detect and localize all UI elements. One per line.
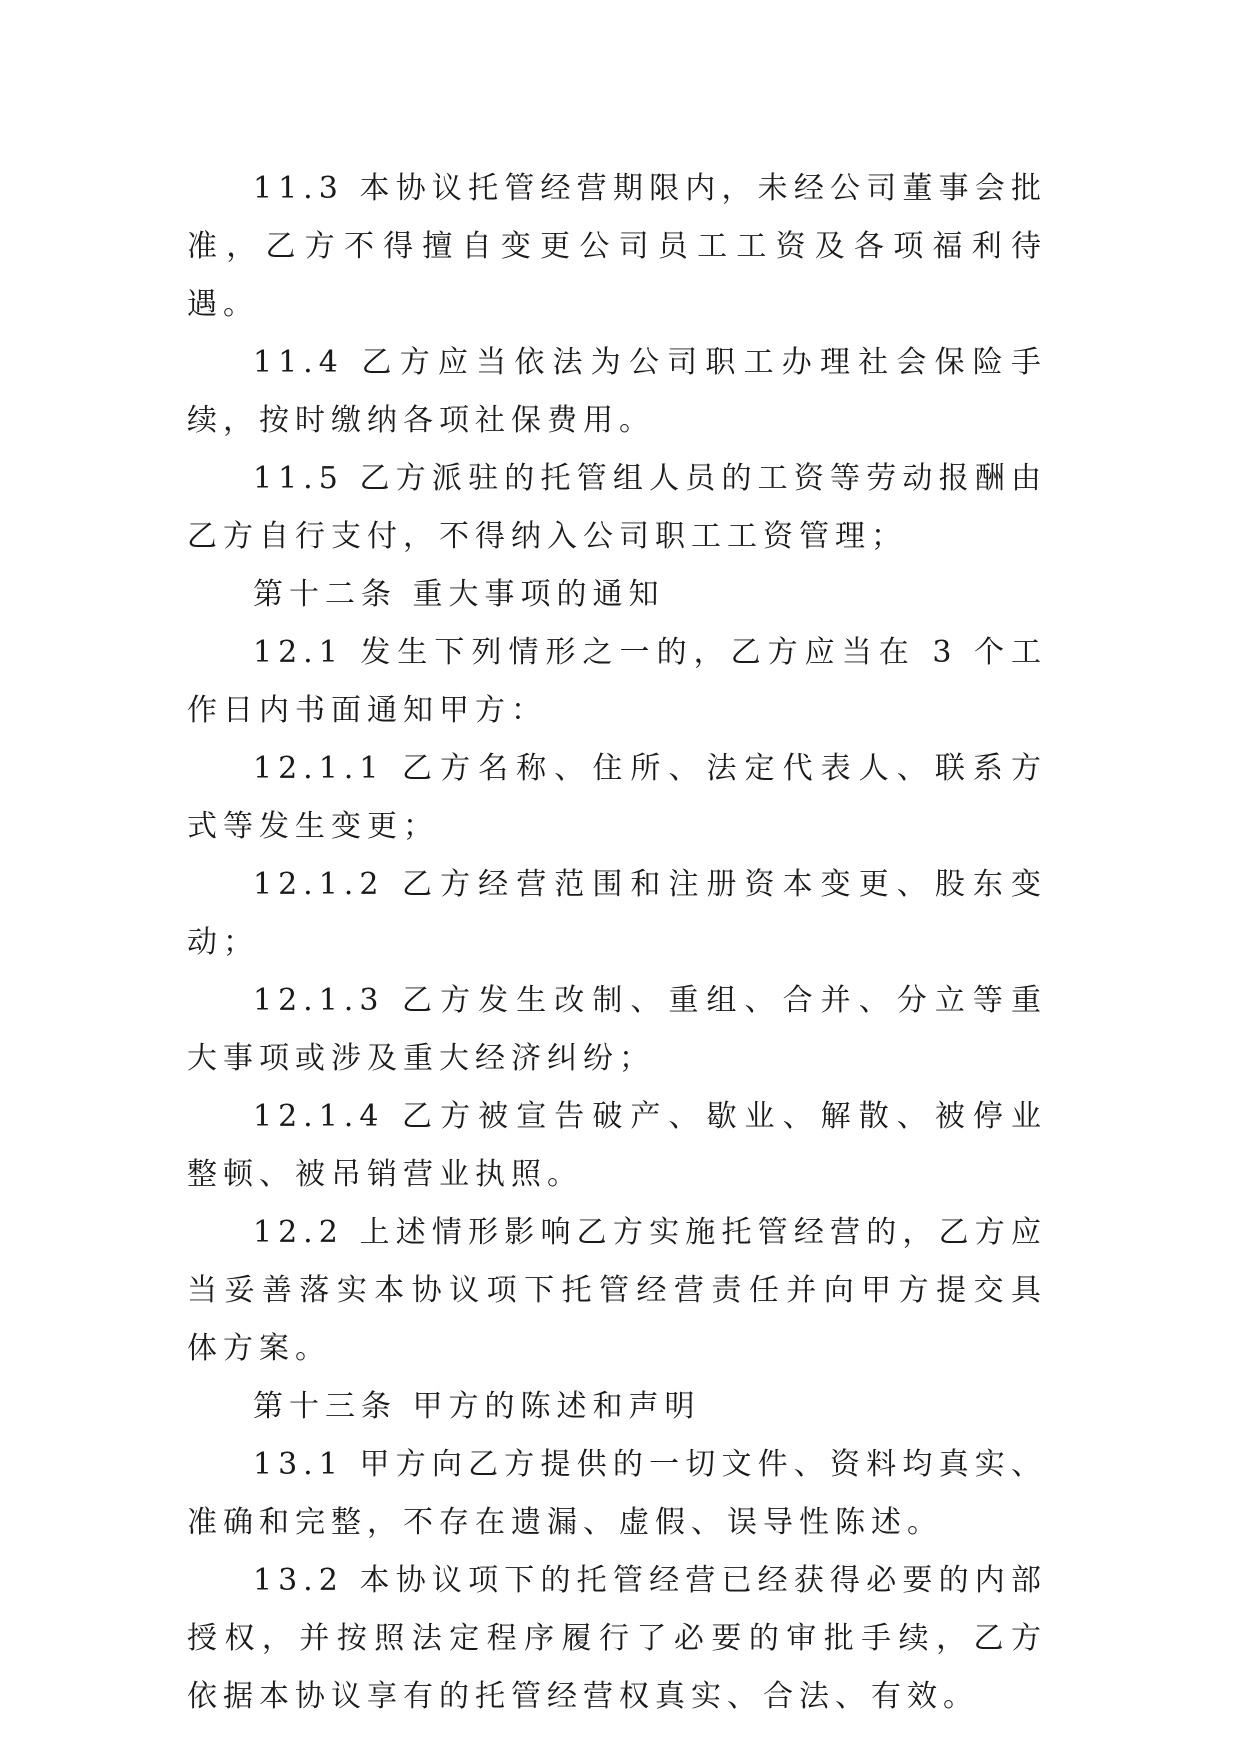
clause-12-1-2: 12.1.2 乙方经营范围和注册资本变更、股东变动； — [187, 867, 1047, 960]
clause-11-5: 11.5 乙方派驻的托管组人员的工资等劳动报酬由乙方自行支付，不得纳入公司职工工资管理； — [187, 461, 1047, 554]
article-12-heading: 第十二条 重大事项的通知 — [253, 577, 665, 612]
clause-13-2: 13.2 本协议项下的托管经营已经获得必要的内部授权，并按照法定程序履行了必要的审批手续，乙方依据本协议享有的托管经营权真实、合法、有效。 — [187, 1563, 1047, 1714]
clause-12-1-1: 12.1.1 乙方名称、住所、法定代表人、联系方式等发生变更； — [187, 751, 1047, 844]
clause-13-1: 13.1 甲方向乙方提供的一切文件、资料均真实、准确和完整，不存在遗漏、虚假、误导性陈述。 — [187, 1447, 1047, 1540]
article-13-heading: 第十三条 甲方的陈述和声明 — [253, 1389, 701, 1424]
clause-12-2: 12.2 上述情形影响乙方实施托管经营的，乙方应当妥善落实本协议项下托管经营责任并向甲方提交具体方案。 — [187, 1215, 1047, 1366]
clause-11-4: 11.4 乙方应当依法为公司职工办理社会保险手续，按时缴纳各项社保费用。 — [187, 345, 1047, 438]
document-body — [187, 160, 1047, 1726]
clause-11-3: 11.3 本协议托管经营期限内，未经公司董事会批准，乙方不得擅自变更公司员工工资及各项福利待遇。 — [187, 171, 1047, 322]
clause-12-1-3: 12.1.3 乙方发生改制、重组、合并、分立等重大事项或涉及重大经济纠纷； — [187, 983, 1047, 1076]
clause-12-1-4: 12.1.4 乙方被宣告破产、歇业、解散、被停业整顿、被吊销营业执照。 — [187, 1099, 1047, 1192]
clause-12-1: 12.1 发生下列情形之一的，乙方应当在 3 个工作日内书面通知甲方： — [187, 635, 1047, 728]
